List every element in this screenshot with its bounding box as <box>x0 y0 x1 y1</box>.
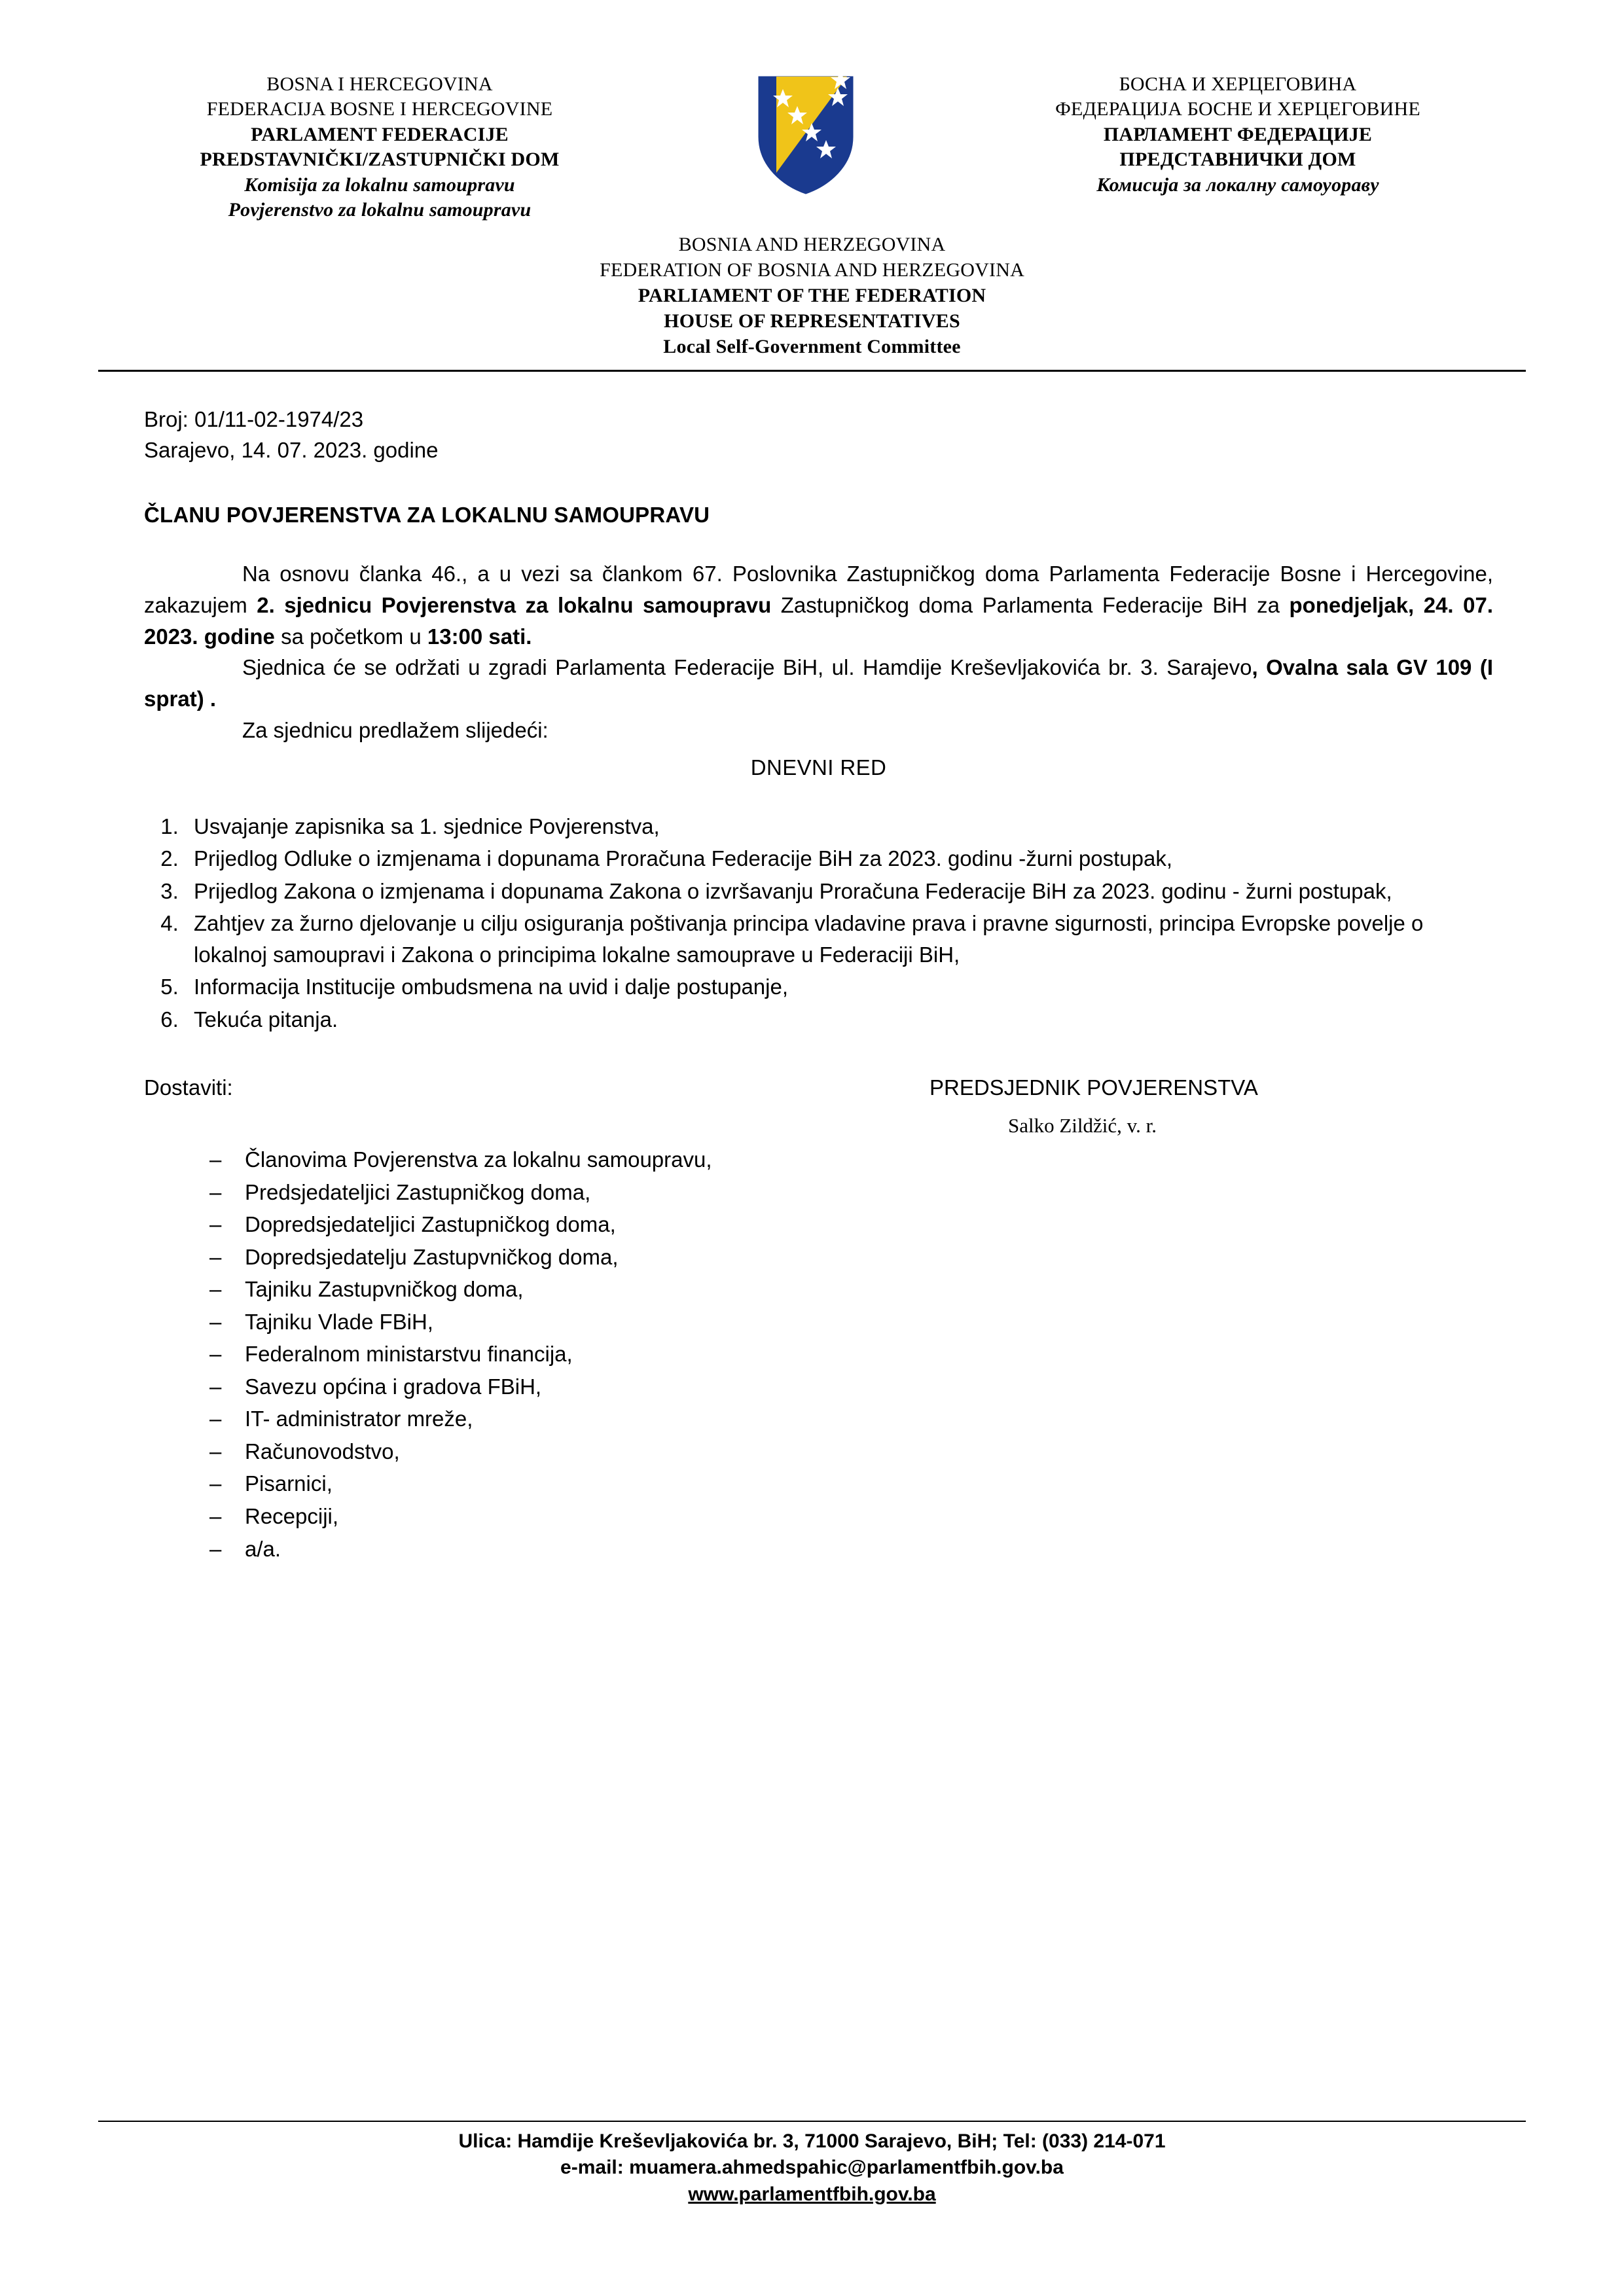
document-header <box>98 72 1526 223</box>
list-item: – Federalnom ministarstvu financija, <box>209 1338 1493 1370</box>
signature-block <box>916 1073 1493 1140</box>
list-item: – Dopredsjedatelju Zastupvničkog doma, <box>209 1242 1493 1273</box>
header-line: FEDERATION OF BOSNIA AND HERZEGOVINA <box>600 259 1024 281</box>
list-item: – Predsjedateljici Zastupničkog doma, <box>209 1177 1493 1208</box>
document-addressee: ČLANU POVJERENSTVA ZA LOKALNU SAMOUPRAVU <box>144 503 710 528</box>
header-line: PARLIAMENT OF THE FEDERATION <box>638 285 986 307</box>
distribution-and-signature <box>144 1073 1493 1140</box>
coat-of-arms-icon <box>757 75 855 196</box>
header-line: БОСНА И ХЕРЦЕГОВИНА <box>1119 73 1357 95</box>
header-line: PARLAMENT FEDERACIJE <box>251 123 509 145</box>
header-line: PREDSTAVNIČKI/ZASTUPNIČKI DOM <box>200 149 560 171</box>
agenda-item: 4. Zahtjev za žurno djelovanje u cilju osiguranja poštivanja principa vladavine prava i pravne sigurnosti, principa Evropske povelje o lokalnoj samoupravi i Zakona o principima lokalne samouprave u Federaciji BiH, <box>185 908 1493 970</box>
paragraph-bold: 2. sjednicu Povjerenstva za lokalnu samoupravu <box>257 592 772 617</box>
paragraph-bold: , Ovalna sala GV 109 (I sprat) . <box>144 655 1493 711</box>
list-item: – a/a. <box>209 1534 1493 1565</box>
document-place-date: Sarajevo, 14. 07. 2023. godine <box>144 438 439 463</box>
list-item: – Recepciji, <box>209 1501 1493 1532</box>
header-column-english <box>98 232 1526 359</box>
header-line: Komisija za lokalnu samoupravu <box>244 173 515 196</box>
list-item: – Dopredsjedateljici Zastupničkog doma, <box>209 1209 1493 1240</box>
list-item: – Računovodstvo, <box>209 1436 1493 1467</box>
footer-divider <box>98 2121 1526 2122</box>
header-line: ФЕДЕРАЦИЈА БОСНЕ И ХЕРЦЕГОВИНЕ <box>1055 98 1420 120</box>
header-line: HOUSE OF REPRESENTATIVES <box>664 310 960 332</box>
paragraph-text: Sjednica će se održati u zgradi Parlamenta Federacije BiH, ul. Hamdije Kreševljakovića br. 3. Sarajevo <box>242 655 1252 680</box>
agenda-title: DNEVNI RED <box>750 755 887 780</box>
paragraph-venue <box>144 652 1493 715</box>
document-body <box>98 404 1526 1564</box>
header-line: ПРЕДСТАВНИЧКИ ДОМ <box>1119 149 1356 171</box>
paragraph-convocation <box>144 558 1493 653</box>
paragraph-bold: ponedjeljak, 24. 07. 2023. godine <box>144 592 1493 649</box>
list-item: – Tajniku Vlade FBiH, <box>209 1306 1493 1338</box>
list-item: – Pisarnici, <box>209 1468 1493 1499</box>
header-line: Комисија за локалну самоуораву <box>1096 173 1379 196</box>
footer-email: e-mail: muamera.ahmedspahic@parlamentfbih.gov.ba <box>560 2157 1064 2178</box>
list-item: – Savezu općina i gradova FBiH, <box>209 1371 1493 1403</box>
list-item: – Tajniku Zastupvničkog doma, <box>209 1274 1493 1305</box>
document-footer <box>98 2121 1526 2208</box>
header-column-serbian <box>976 72 1500 198</box>
paragraph-text: Na osnovu članka 46., a u vezi sa člankom 67. Poslovnika Zastupničkog doma Parlamenta Federacije Bosne i Hercegovine, zakazujem <box>144 561 1493 617</box>
header-line: Local Self-Government Committee <box>663 336 961 358</box>
distribution-list <box>144 1144 1493 1564</box>
paragraph-text: sa početkom u <box>274 624 427 649</box>
distribution-block <box>144 1073 916 1140</box>
list-item: – Članovima Povjerenstva za lokalnu samoupravu, <box>209 1144 1493 1175</box>
signature-title: PREDSJEDNIK POVJERENSTVA <box>929 1075 1258 1100</box>
paragraph-text: Zastupničkog doma Parlamenta Federacije BiH za <box>771 592 1290 617</box>
header-line: FEDERACIJA BOSNE I HERCEGOVINE <box>206 98 553 120</box>
paragraph-bold: 13:00 sati. <box>427 624 532 649</box>
document-paragraphs <box>144 558 1493 746</box>
footer-address: Ulica: Hamdije Kreševljakovića br. 3, 71000 Sarajevo, BiH; Tel: (033) 214-071 <box>458 2130 1166 2152</box>
paragraph-proposal: Za sjednicu predlažem slijedeći: <box>242 718 549 743</box>
signature-name: Salko Zildžić, v. r. <box>1008 1114 1157 1138</box>
agenda-item: 6. Tekuća pitanja. <box>185 1004 1493 1035</box>
list-item: – IT- administrator mreže, <box>209 1403 1493 1435</box>
agenda-item: 5. Informacija Institucije ombudsmena na uvid i dalje postupanje, <box>185 971 1493 1003</box>
agenda-item: 1. Usvajanje zapisnika sa 1. sjednice Povjerenstva, <box>185 811 1493 842</box>
agenda-item: 2. Prijedlog Odluke o izmjenama i dopunama Proračuna Federacije BiH za 2023. godinu -žurni postupak, <box>185 843 1493 874</box>
header-divider <box>98 370 1526 372</box>
header-line: Povjerenstvo za lokalnu samoupravu <box>228 198 532 221</box>
document-meta <box>144 404 1493 466</box>
agenda-item: 3. Prijedlog Zakona o izmjenama i dopunama Zakona o izvršavanju Proračuna Federacije BiH za 2023. godinu - žurni postupak, <box>185 876 1493 907</box>
agenda-list <box>144 811 1493 1035</box>
header-line: ПАРЛАМЕНТ ФЕДЕРАЦИЈЕ <box>1103 123 1373 145</box>
header-column-bosnian <box>124 72 635 223</box>
footer-website-link[interactable]: www.parlamentfbih.gov.ba <box>688 2183 936 2205</box>
header-line: BOSNIA AND HERZEGOVINA <box>678 234 946 256</box>
document-number: Broj: 01/11-02-1974/23 <box>144 407 364 432</box>
distribution-label: Dostaviti: <box>144 1075 233 1100</box>
header-line: BOSNA I HERCEGOVINA <box>266 73 493 95</box>
